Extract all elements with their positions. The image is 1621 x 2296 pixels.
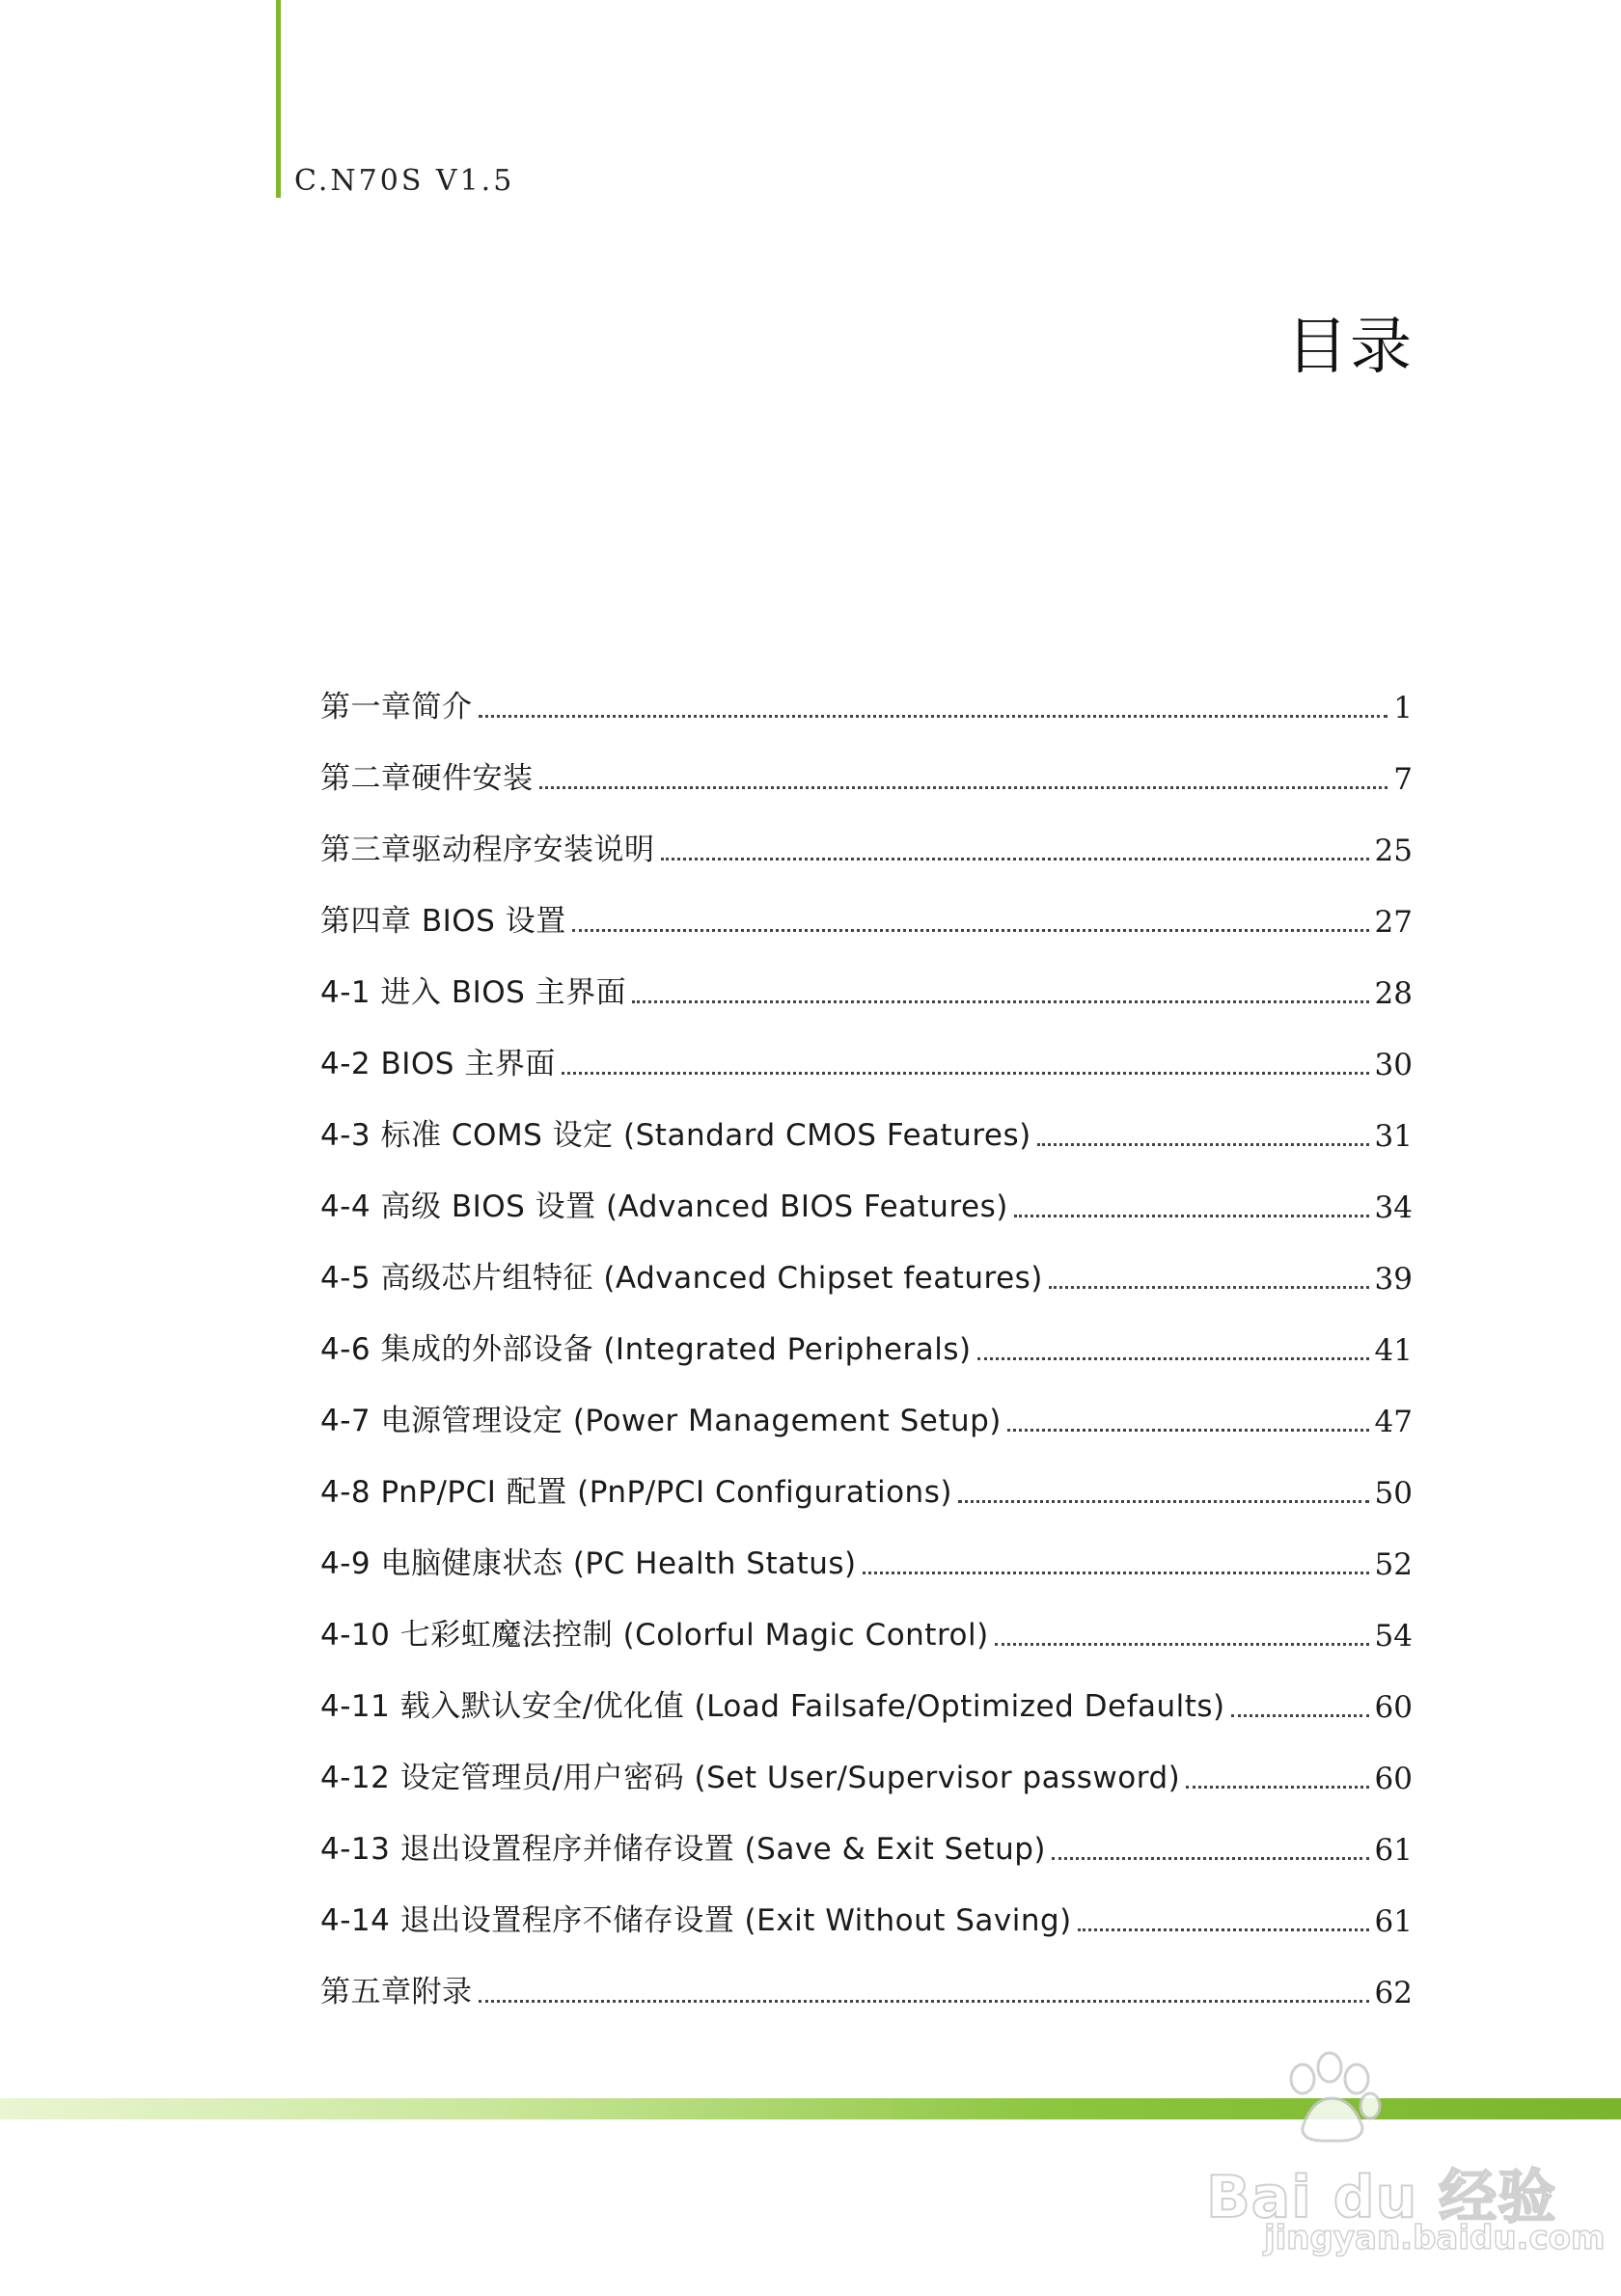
- toc-dot-leader: [1037, 1143, 1369, 1146]
- toc-entry-page-number: 50: [1374, 1476, 1413, 1511]
- toc-entry-label: 4-4 高级 BIOS 设置 (Advanced BIOS Features): [320, 1189, 1008, 1224]
- toc-entry[interactable]: [320, 1582, 1413, 1654]
- toc-dot-leader: [1186, 1786, 1368, 1789]
- toc-dot-leader: [562, 1072, 1369, 1075]
- toc-entry[interactable]: [320, 1154, 1413, 1225]
- toc-entry-label: 4-2 BIOS 主界面: [320, 1047, 556, 1081]
- toc-entry[interactable]: [320, 1725, 1413, 1796]
- toc-entry-page-number: 27: [1374, 905, 1413, 940]
- table-of-contents: [320, 654, 1413, 2010]
- toc-entry[interactable]: [320, 1439, 1413, 1511]
- toc-entry-page-number: 61: [1374, 1904, 1413, 1939]
- toc-dot-leader: [1052, 1857, 1369, 1860]
- toc-entry-page-number: 47: [1374, 1405, 1413, 1439]
- toc-entry[interactable]: [320, 1082, 1413, 1154]
- toc-entry-page-number: 60: [1374, 1762, 1413, 1796]
- toc-entry-page-number: 39: [1374, 1262, 1413, 1297]
- toc-entry[interactable]: [320, 1868, 1413, 1939]
- toc-entry-page-number: 60: [1374, 1690, 1413, 1725]
- toc-entry-label: 第三章驱动程序安装说明: [320, 833, 655, 867]
- toc-dot-leader: [1049, 1286, 1369, 1289]
- toc-entry[interactable]: [320, 725, 1413, 797]
- toc-entry-label: 4-9 电脑健康状态 (PC Health Status): [320, 1546, 857, 1581]
- toc-dot-leader: [661, 858, 1369, 861]
- toc-dot-leader: [1007, 1429, 1369, 1432]
- toc-dot-leader: [479, 715, 1388, 718]
- toc-entry-page-number: 41: [1374, 1333, 1413, 1368]
- toc-entry-label: 4-1 进入 BIOS 主界面: [320, 975, 627, 1010]
- baidu-jingyan-watermark: [1148, 2050, 1606, 2257]
- toc-dot-leader: [479, 2000, 1369, 2003]
- paw-logo-icon: [1274, 2050, 1389, 2146]
- toc-dot-leader: [1231, 1714, 1369, 1717]
- toc-dot-leader: [572, 929, 1369, 932]
- toc-entry-label: 4-3 标准 COMS 设定 (Standard CMOS Features): [320, 1118, 1031, 1153]
- toc-dot-leader: [539, 786, 1388, 789]
- toc-dot-leader: [977, 1357, 1369, 1360]
- watermark-brand: Bai du 经验: [1206, 2164, 1557, 2231]
- toc-entry[interactable]: [320, 1225, 1413, 1297]
- toc-entry-label: 4-10 七彩虹魔法控制 (Colorful Magic Control): [320, 1618, 989, 1653]
- toc-entry[interactable]: [320, 868, 1413, 940]
- toc-entry-page-number: 54: [1374, 1619, 1413, 1654]
- toc-entry-page-number: 1: [1393, 691, 1413, 725]
- toc-entry-label: 第一章简介: [320, 690, 473, 724]
- toc-entry-label: 4-11 载入默认安全/优化值 (Load Failsafe/Optimized Defaults): [320, 1689, 1225, 1724]
- toc-entry[interactable]: [320, 1939, 1413, 2010]
- toc-entry-label: 4-7 电源管理设定 (Power Management Setup): [320, 1404, 1002, 1438]
- toc-entry-page-number: 28: [1374, 976, 1413, 1011]
- toc-entry-label: 4-8 PnP/PCI 配置 (PnP/PCI Configurations): [320, 1475, 952, 1510]
- toc-entry-label: 4-14 退出设置程序不储存设置 (Exit Without Saving): [320, 1903, 1072, 1938]
- toc-entry-page-number: 62: [1374, 1976, 1413, 2010]
- page-title: 目录: [1286, 312, 1414, 383]
- toc-entry[interactable]: [320, 1011, 1413, 1082]
- toc-dot-leader: [632, 1000, 1368, 1003]
- toc-entry[interactable]: [320, 1297, 1413, 1368]
- toc-entry-page-number: 52: [1374, 1547, 1413, 1582]
- toc-entry-page-number: 31: [1374, 1119, 1413, 1154]
- model-version-label: C.N70S V1.5: [294, 164, 515, 198]
- toc-entry-label: 4-13 退出设置程序并储存设置 (Save & Exit Setup): [320, 1832, 1047, 1867]
- toc-entry[interactable]: [320, 654, 1413, 725]
- toc-entry[interactable]: [320, 797, 1413, 868]
- toc-entry[interactable]: [320, 940, 1413, 1011]
- toc-entry-label: 4-12 设定管理员/用户密码 (Set User/Supervisor password): [320, 1761, 1181, 1795]
- toc-dot-leader: [863, 1572, 1369, 1574]
- toc-entry[interactable]: [320, 1368, 1413, 1439]
- toc-entry[interactable]: [320, 1796, 1413, 1868]
- toc-entry-label: 第四章 BIOS 设置: [320, 904, 566, 939]
- watermark-url: jingyan.baidu.com: [1264, 2219, 1606, 2257]
- toc-dot-leader: [1078, 1928, 1369, 1931]
- toc-entry-label: 第五章附录: [320, 1975, 473, 2009]
- toc-entry-label: 4-6 集成的外部设备 (Integrated Peripherals): [320, 1332, 972, 1367]
- toc-dot-leader: [995, 1643, 1369, 1646]
- header-accent-rule: [276, 0, 281, 198]
- toc-entry-label: 第二章硬件安装: [320, 761, 534, 796]
- toc-entry-page-number: 61: [1374, 1833, 1413, 1868]
- toc-entry[interactable]: [320, 1654, 1413, 1725]
- toc-dot-leader: [958, 1500, 1369, 1503]
- toc-entry-page-number: 30: [1374, 1048, 1413, 1082]
- toc-entry-page-number: 7: [1393, 762, 1413, 797]
- toc-entry-label: 4-5 高级芯片组特征 (Advanced Chipset features): [320, 1261, 1043, 1296]
- toc-entry-page-number: 25: [1374, 834, 1413, 868]
- toc-entry[interactable]: [320, 1511, 1413, 1582]
- toc-entry-page-number: 34: [1374, 1190, 1413, 1225]
- toc-dot-leader: [1014, 1215, 1369, 1217]
